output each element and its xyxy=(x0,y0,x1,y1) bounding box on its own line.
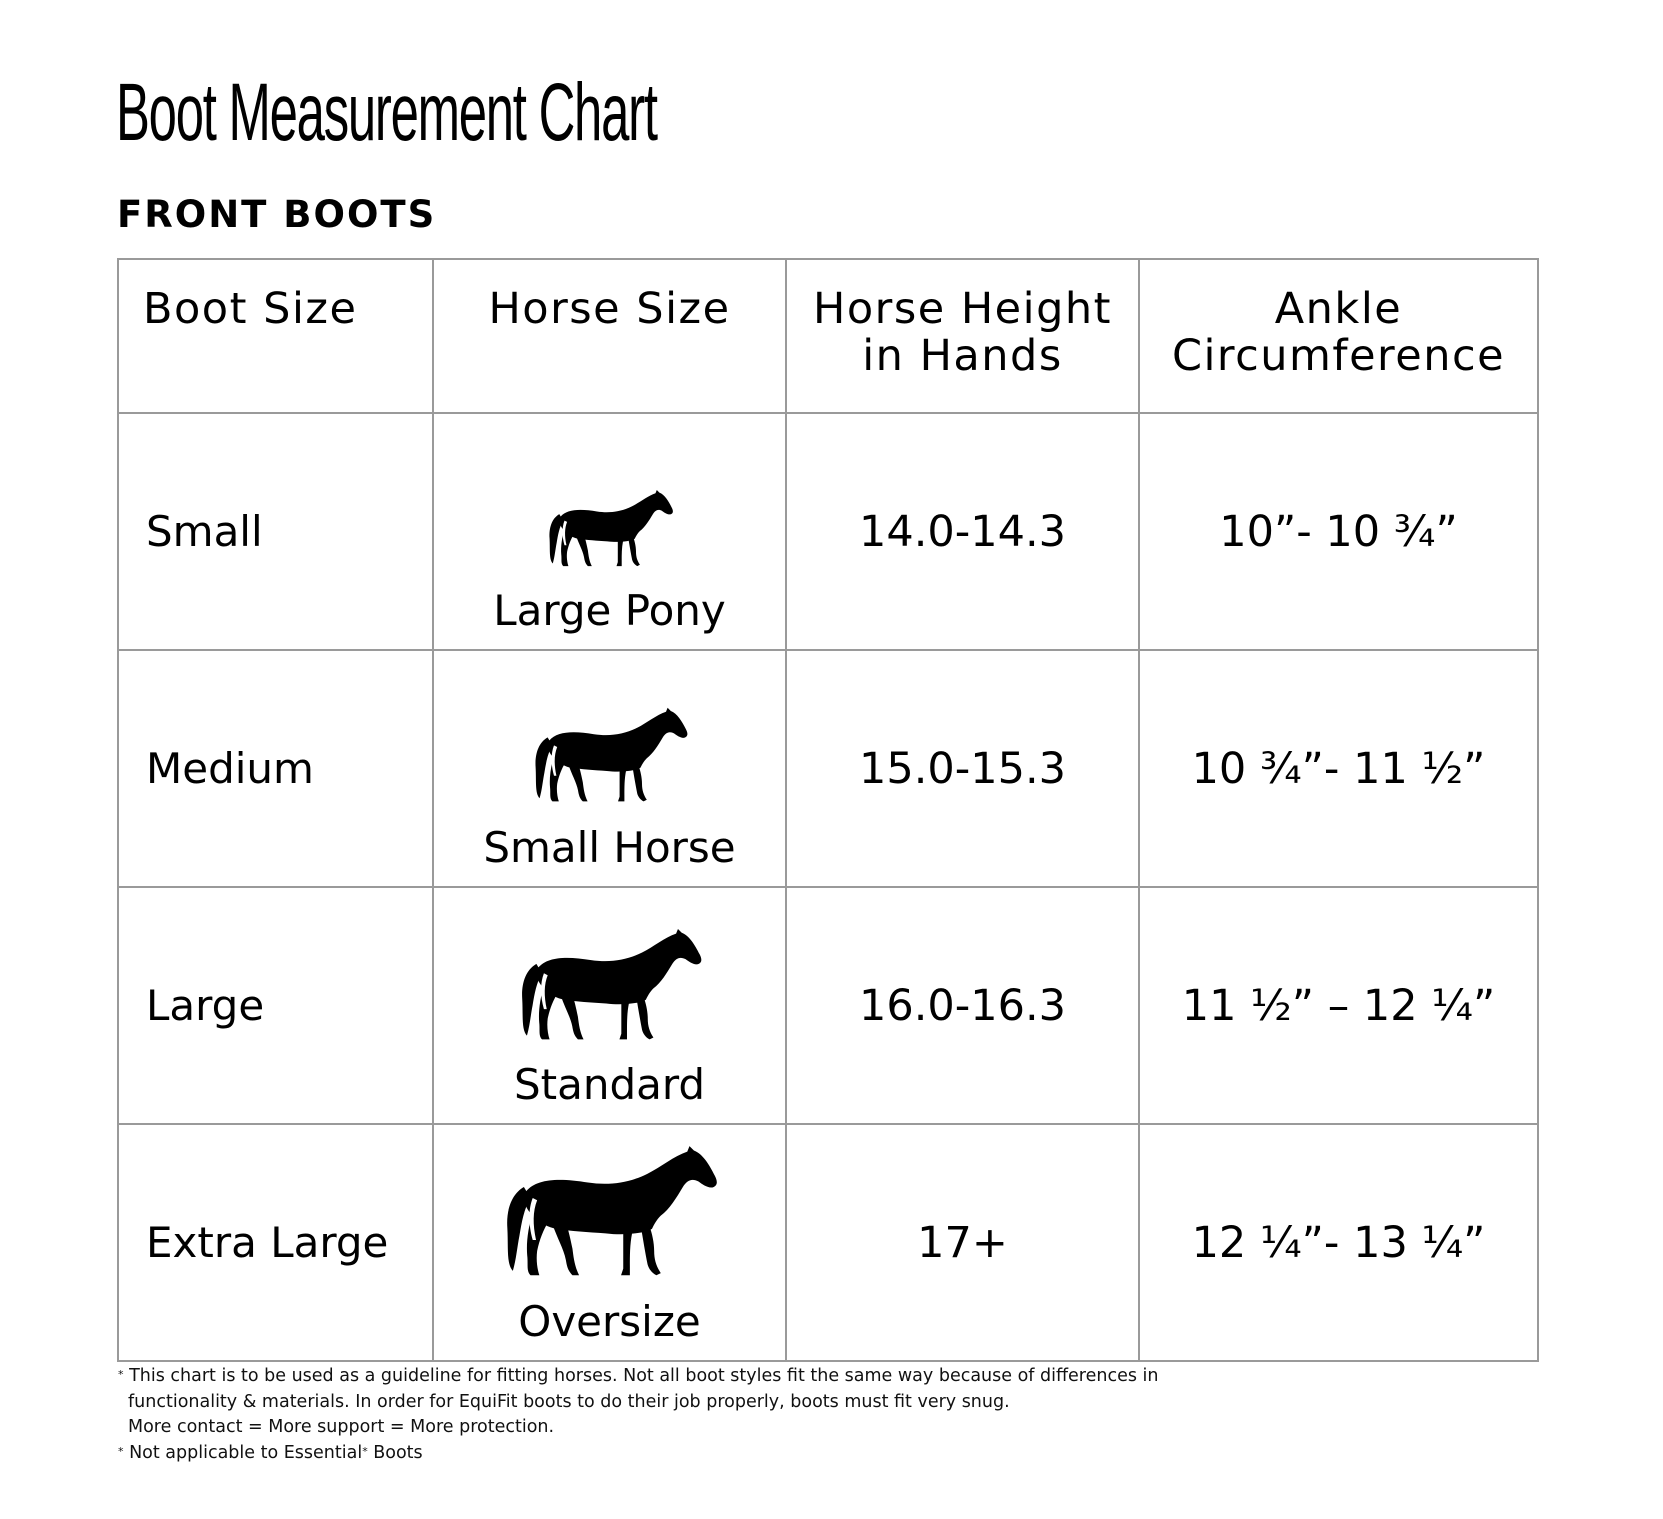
horse-size-label: Small Horse xyxy=(483,823,736,872)
boot-size-cell: Extra Large xyxy=(118,1124,433,1361)
horse-height-cell: 14.0-14.3 xyxy=(786,413,1139,650)
horse-height-cell: 17+ xyxy=(786,1124,1139,1361)
large-pony-horse-icon xyxy=(545,489,675,571)
footnote-line-3: More contact = More support = More protection. xyxy=(128,1417,555,1437)
header-ankle-line2: Circumference xyxy=(1171,331,1506,381)
horse-size-label: Oversize xyxy=(518,1297,701,1346)
page-title: Boot Measurement Chart xyxy=(116,67,657,158)
ankle-circumference-cell: 12 ¼”- 13 ¼” xyxy=(1139,1124,1538,1361)
header-horse-height xyxy=(786,259,1139,413)
ankle-circumference-cell: 10”- 10 ¾” xyxy=(1139,413,1538,650)
boot-size-cell: Large xyxy=(118,887,433,1124)
footnote-text-1: This chart is to be used as a guideline for fitting horses. Not all boot styles fit the same way because of differences in xyxy=(129,1366,1159,1386)
horse-height-cell: 15.0-15.3 xyxy=(786,650,1139,887)
oversize-horse-icon xyxy=(499,1145,721,1283)
ankle-circumference-cell: 10 ¾”- 11 ½” xyxy=(1139,650,1538,887)
footnote-line-2: functionality & materials. In order for EquiFit boots to do their job properly, boots must fit very snug. xyxy=(128,1391,1010,1412)
boot-size-cell: Medium xyxy=(118,650,433,887)
horse-size-label: Large Pony xyxy=(493,586,726,635)
table-row xyxy=(118,413,1538,650)
footnote-text-4-prefix: Not applicable to Essential xyxy=(129,1442,363,1463)
asterisk-icon: * xyxy=(118,1444,124,1458)
asterisk-icon: * xyxy=(118,1368,124,1381)
table-row xyxy=(118,1124,1538,1361)
table-header-row xyxy=(118,259,1538,413)
boot-size-cell: Small xyxy=(118,413,433,650)
section-heading-front-boots: FRONT BOOTS xyxy=(117,193,437,236)
horse-size-cell xyxy=(433,887,786,1124)
header-boot-size: Boot Size xyxy=(118,259,433,413)
standard-horse-icon xyxy=(515,928,705,1046)
table-row xyxy=(118,650,1538,887)
boot-measurement-table xyxy=(117,258,1539,1362)
horse-size-label: Standard xyxy=(513,1060,706,1109)
table-row xyxy=(118,887,1538,1124)
footnotes xyxy=(118,1364,1159,1466)
header-horse-height-line2: in Hands xyxy=(862,331,1063,381)
horse-height-cell: 16.0-16.3 xyxy=(786,887,1139,1124)
header-ankle-line1: Ankle xyxy=(1274,284,1403,334)
horse-size-cell xyxy=(433,413,786,650)
footnote-line-1 xyxy=(118,1364,1159,1390)
horse-size-cell xyxy=(433,1124,786,1361)
footnote-line-4 xyxy=(118,1441,1159,1467)
horse-size-cell xyxy=(433,650,786,887)
header-horse-size: Horse Size xyxy=(433,259,786,413)
header-horse-height-line1: Horse Height xyxy=(813,284,1112,334)
header-ankle-circumference xyxy=(1139,259,1538,413)
asterisk-icon: * xyxy=(362,1444,368,1458)
small-horse-icon xyxy=(530,707,690,807)
footnote-text-4-suffix: Boots xyxy=(367,1442,423,1463)
ankle-circumference-cell: 11 ½” – 12 ¼” xyxy=(1139,887,1538,1124)
